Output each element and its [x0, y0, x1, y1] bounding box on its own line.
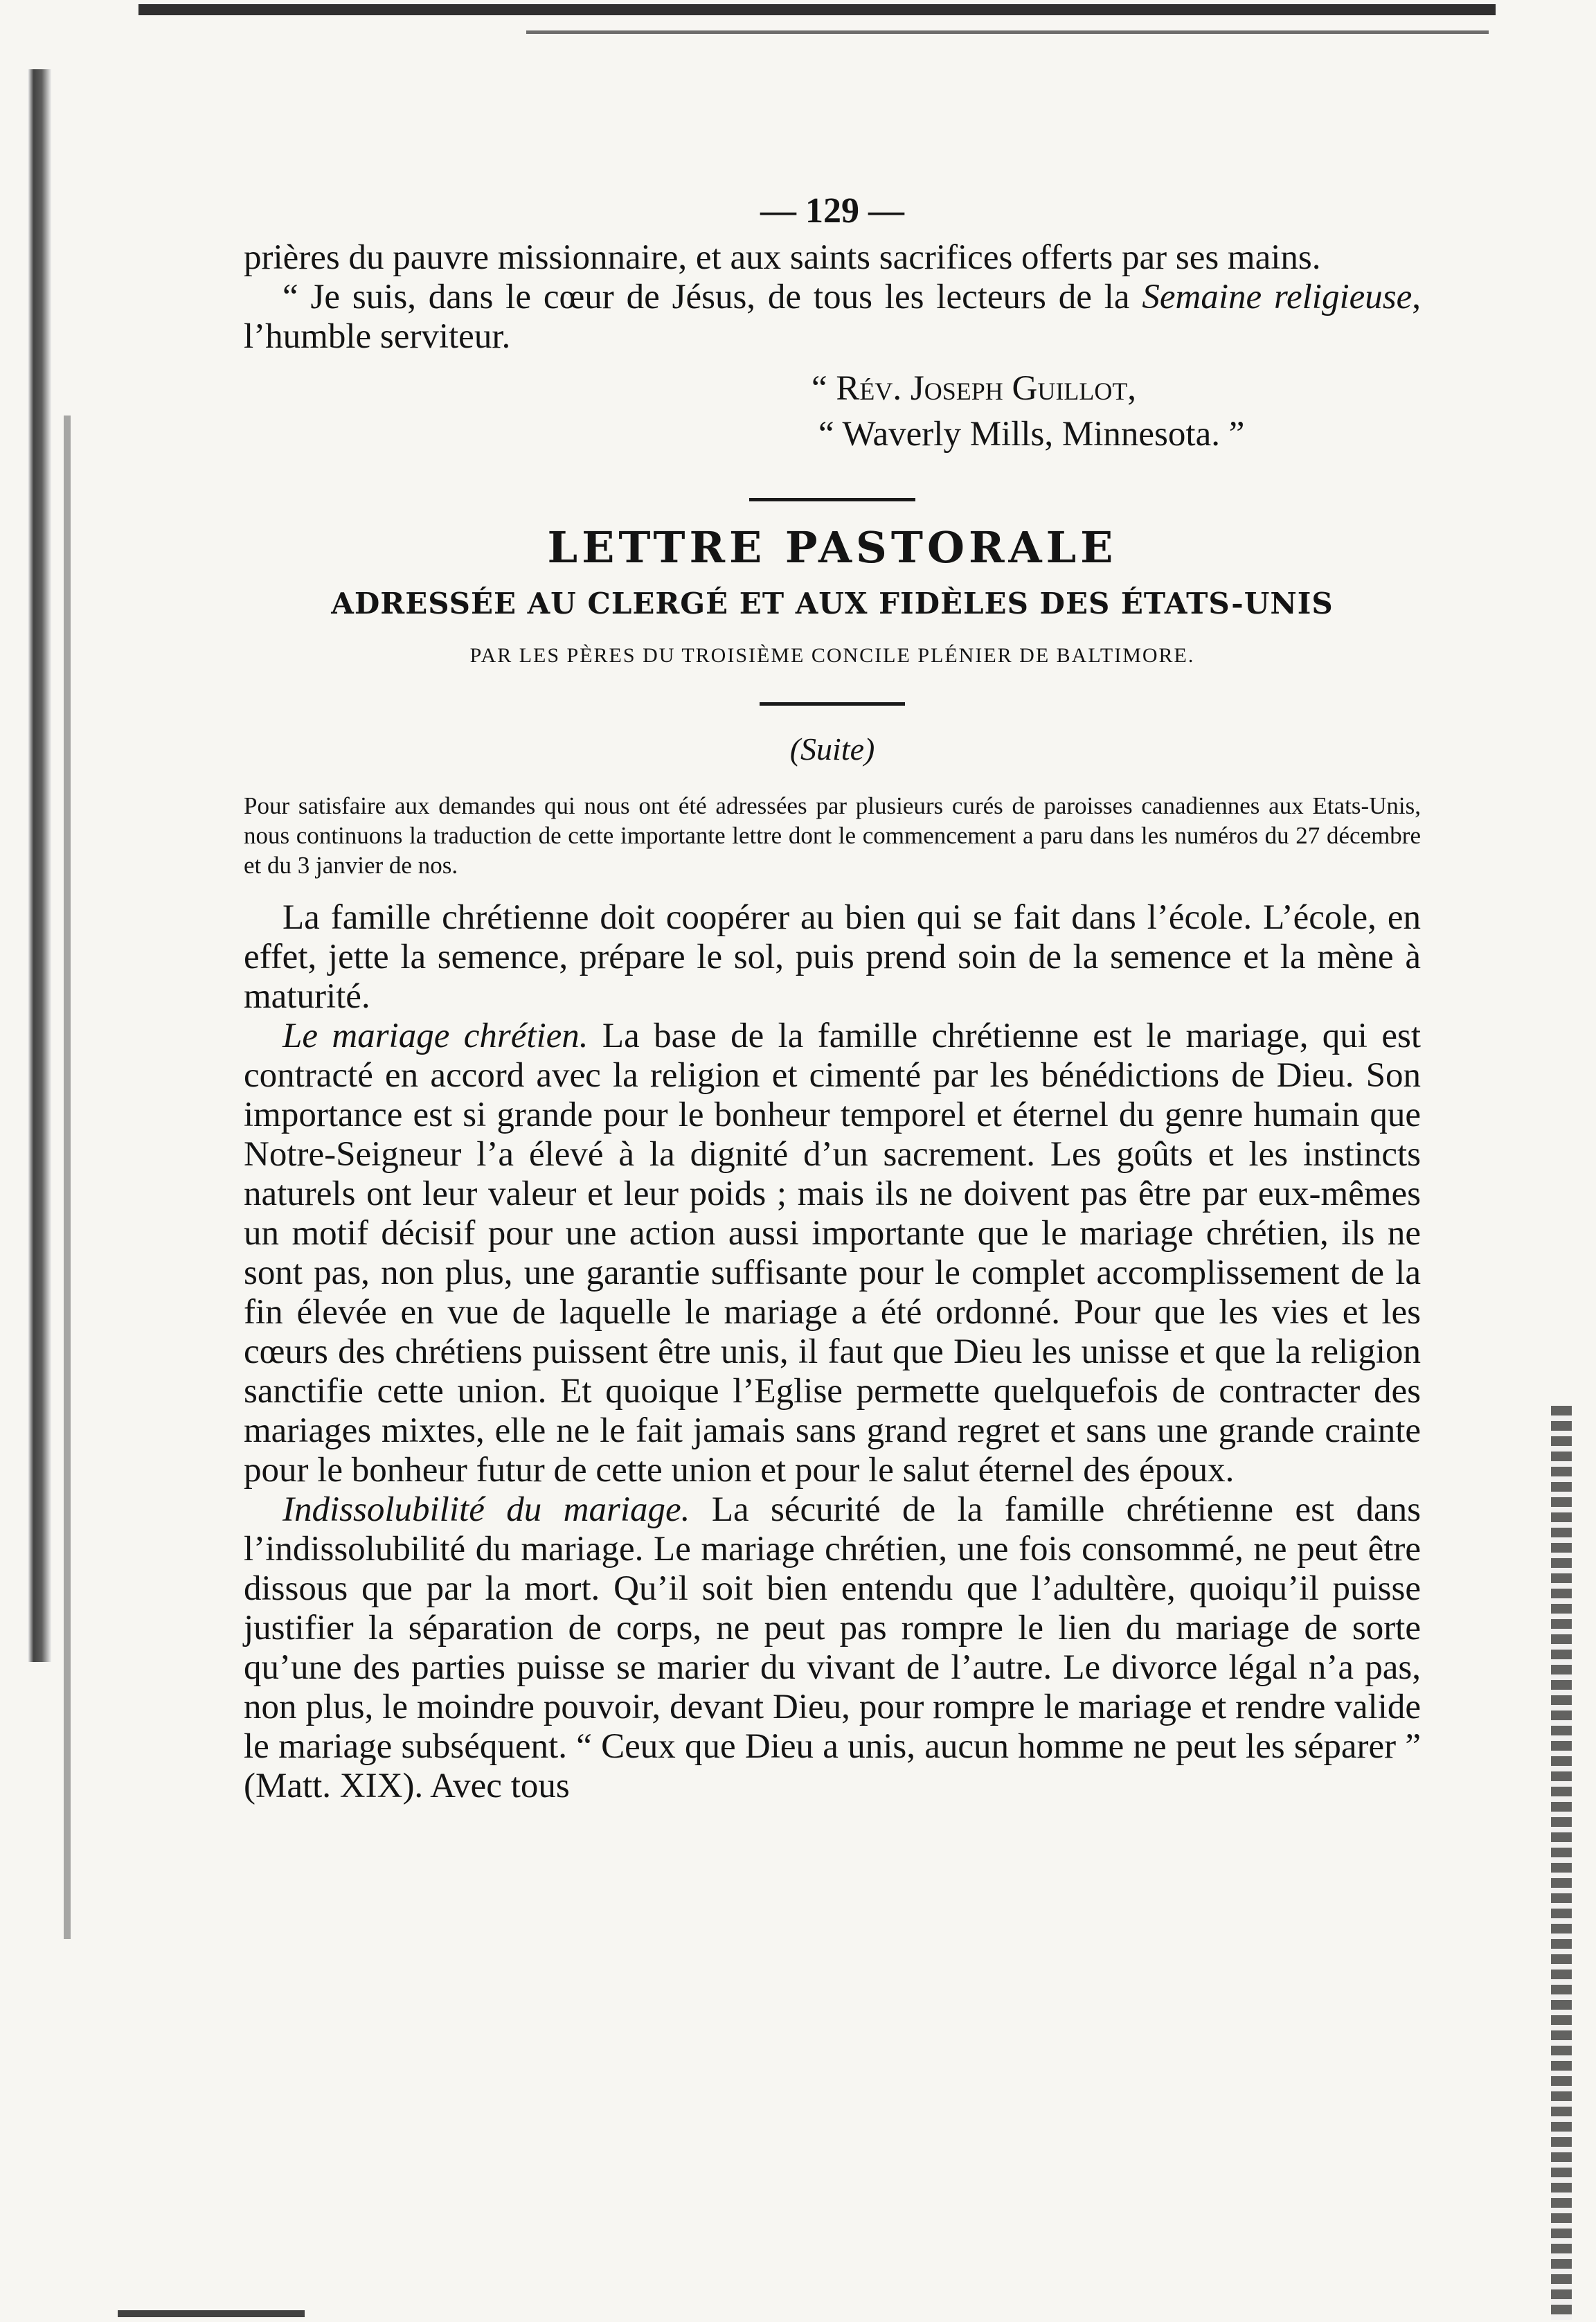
paragraph-marriage-text: La base de la famille chrétienne est le mariage, qui est contracté en accord avec la religion et cimenté par les bénédictions de Dieu. Son importance est si grande pour le bonheur temporel et éternel du genre humain que Notre-Seigneur l’a élevé à la dignité d’un sacrement. Les goûts et les instincts naturels ont leur valeur et leur poids ; mais ils ne doivent pas être par eux-mêmes un motif décisif pour une action aussi importante que le mariage chrétien, ils ne sont pas, non plus, une garantie suffisante pour le complet accomplissement de la fin élevée en vue de laquelle le mariage a été ordonné. Pour que les vies et les cœurs des chrétiens puissent être unis, il faut que Dieu les unisse et que la religion sanctifie cette union. Et quoique l’Eglise permette quelquefois de contracter des mariages mixtes, elle ne le fait jamais sans grand regret et sans une grande crainte pour le bonheur futur de cette union et pour le salut éternel des époux. [244, 1017, 1421, 1490]
letter-close-line2-tail: , l’humble serviteur. [244, 278, 1421, 356]
page-number: — 129 — [760, 191, 904, 231]
article-subtitle: ADRESSÉE AU CLERGÉ ET AUX FIDÈLES DES ÉTATS-UNIS [331, 587, 1334, 620]
paragraph-marriage-heading: Le mariage chrétien. [283, 1017, 589, 1055]
title-divider [760, 702, 905, 706]
scan-border-top-thin [526, 30, 1489, 34]
scan-binding-edge [28, 69, 51, 1662]
paragraph-indissolubility [244, 1490, 1421, 1806]
signature-place: “ Waverly Mills, Minnesota. ” [818, 415, 1245, 454]
letter-close-line2 [244, 278, 1421, 357]
scan-border-top [138, 4, 1496, 15]
scan-edge-right [1551, 1406, 1572, 2320]
scan-border-bottom [118, 2310, 305, 2317]
signature-name [244, 368, 1421, 409]
letter-close-line2-text: “ Je suis, dans le cœur de Jésus, de tous les lecteurs de la [283, 278, 1130, 316]
paragraph-indissolubility-heading: Indissolubilité du mariage. [283, 1490, 690, 1529]
article-title: LETTRE PASTORALE [547, 522, 1118, 573]
scan-binding-shadow [64, 416, 71, 1939]
page-content [244, 190, 1421, 1806]
article-byline: PAR LES PÈRES DU TROISIÈME CONCILE PLÉNIER DE BALTIMORE. [469, 644, 1195, 667]
letter-close-line1: prières du pauvre missionnaire, et aux saints sacrifices offerts par ses mains. [244, 238, 1321, 277]
section-divider [749, 498, 915, 501]
editor-intro: Pour satisfaire aux demandes qui nous ont été adressées par plusieurs curés de paroisses canadiennes aux Etats-Unis, nous continuons la traduction de cette importante lettre dont le commencement a paru dans les numéros du 27 décembre et du 3 janvier de nos. [244, 792, 1421, 879]
continued-marker: (Suite) [789, 731, 875, 767]
publication-name: Semaine religieuse [1142, 278, 1413, 316]
paragraph-indissolubility-text: La sécurité de la famille chrétienne est dans l’indissolubilité du mariage. Le mariage chrétien, une fois consommé, ne peut être dissous que par la mort. Qu’il soit bien entendu que l’adultère, quoiqu’il puisse justifier la séparation de corps, ne peut pas rompre le lien du mariage de sorte qu’une des parties puisse se marier du vivant de l’autre. Le divorce légal n’a pas, non plus, le moindre pouvoir, devant Dieu, pour rompre le mariage et rendre valide le mariage subséquent. “ Ceux que Dieu a unis, aucun homme ne peut les séparer ” (Matt. XIX). Avec tous [244, 1490, 1421, 1805]
paragraph-family: La famille chrétienne doit coopérer au bien qui se fait dans l’école. L’école, en effet, jette la semence, prépare le sol, puis prend soin de la semence et la mène à maturité. [244, 898, 1421, 1016]
signature-name-text: “ Rév. Joseph Guillot, [812, 369, 1137, 408]
paragraph-marriage [244, 1017, 1421, 1490]
